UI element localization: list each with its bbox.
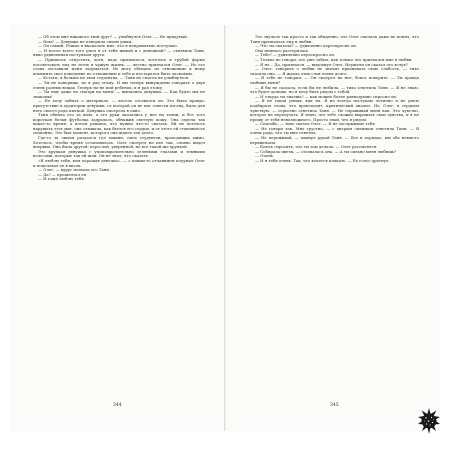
paragraph: — И откуда ты знаешь? — как можно более равнодушно спросил он. (255, 93, 398, 99)
paragraph: — Я бы не сказала, если бы не любила, — тихо ответила Таня. — Я не знаю, что будет дальше, но я хочу быть рядом с тобой. (250, 84, 419, 95)
paragraph: Таня обняла его за шею, а его руки оказались у нее на талии, и без того короткая белая футболка задралась, обнажив светлую кожу. Она сидела так какое-то время, а потом решила, что нужно что-то сказать. Ей не хотелось нарушать этот миг, она слышала, как бьется его сердце, и от этого ей становилось спокойно. Это был момент, которого она ждала так долго. (33, 112, 205, 136)
paragraph: — Только не говори, что уже забыл, как только что признался мне в любви. (255, 56, 413, 62)
paragraph: — И после всего того умел я от тебя живой и с денежной? — съязвила Таня, явно удивленная поступком друга. (33, 47, 205, 58)
paragraph: — Не говори так. Мне грустно, — с хитрым смешком ответила Таня. — Я очень рада, что ты мне ответил. (250, 125, 419, 136)
paragraph: — Об этом мне никакого твой друг? — улыбнулся Олег. — Не придумай. (38, 35, 188, 39)
paragraph: — Не переживай, — махнул рукой Таня. — Все в порядке, мы оба немного нервничаем. (250, 135, 419, 145)
page-number-right: 345 (330, 403, 339, 408)
paragraph: Она немного растерялась. (255, 47, 310, 53)
paragraph: «Я люблю тебя, моя хорошая девочка», — с каким-то отчаянием подумал Олег и поцеловал ее в висок. (33, 158, 205, 168)
paragraph: — Ты еще даже не смотри на меня! — выпалила девушка. — Как будто мы не знакомы! (33, 89, 205, 99)
paragraph: — Я тоже люблю тебя. (38, 176, 85, 182)
right-page (250, 35, 419, 397)
paragraph: — Олег, говорить о любви не значит признавать свою слабость, — тихо сказала она. — Я ждала этих слов очень долго. (250, 66, 419, 76)
star-seal-icon (415, 407, 443, 435)
paragraph: — Я не... Да, признался, — выдохнул Олег. Неужели он сказал это вслух? (255, 61, 408, 67)
paragraph: — Тебе? — удивленно переспросил он. (255, 52, 336, 58)
paragraph: — Боюсь спросить, что ты там делала. — Олег рассмеялся. (255, 144, 378, 150)
left-page (33, 35, 205, 397)
paragraph: — Что ты сказала? — удивленно переспросил он. (255, 43, 357, 49)
paragraph: — Ты не поверишь, но я рад этому. И мы теперь вынуждены говорить о двух очень разных вещах. Теперь ты не мой ребенок, и я рад этому. (33, 79, 205, 90)
paragraph: — Нам? — Девушка не поверила своим ушам. (38, 38, 133, 44)
paragraph: — Да? — прошептал он. (38, 171, 88, 177)
paragraph: Это хрупкая девушка с умопомрачительно зелеными глазами и темными волосами, которые так ей шли. Он не знал, что сказать. (33, 148, 205, 159)
paragraph: — Олег, — вдруг позвала его Таня. (38, 167, 111, 173)
paragraph: — Я не такая умная, как ты. Я не всегда поступаю логично и не умею подбирать слова, что происходит, критический анализ. Но, Олег, я сердцем чувствую, — серьезно ответила Таня. — Не спрашивай меня как. Это чувство, которое не перепутать. Я знаю, что тебе сложно выражать свои чувства, и я не прошу от тебя невозможного. Просто знай, что я рядом. (250, 98, 419, 122)
paragraph: — Спасибо, — тихо сказал Олег. — Я не заслуживаю тебя. (255, 121, 376, 127)
page-fold (224, 25, 226, 431)
page-number-left: 344 (113, 403, 122, 408)
paragraph: — Я тебе не говорил. — Он смотрел на нее, боясь поверить. — Ты правда любишь меня? (250, 75, 419, 85)
paragraph: — И я тебя очень. Так, что хочется плакать. — Ее голос дрогнул. (255, 158, 390, 164)
paragraph: — Собирала цветы, — отозвалась она. — А ты сильно меня любишь? (255, 148, 397, 154)
paragraph: Где-то за окном раздался гул машин, смех студентов, проходящих мимо. Хотелось, чтобы время остановилось. Олег смотрел на нее так, словно видел впервые. Она была другой: взрослой, уверенной, но все такой же хрупкой. (33, 135, 205, 150)
book-spread (10, 25, 440, 431)
paragraph: — Не хочу забыть о материале, — весело отозвался он. Это была правда: присутствие в аудитории девушки, от которой он не мог отвести взгляд, было для него своего рода пыткой. Девушка смотрела в окно. (33, 98, 205, 113)
paragraph: — Пришлось отпустить, хотя, надо признаться, хотелось в грубой форме посоветовать ему не лезть в чужую жизнь, — честно признался Олег. — Но его слова заставили меня задуматься. Не могу обещать по отношению к нему изменить свое поведение по отношению к тебе и постарался быть ласковым. (33, 56, 205, 76)
paragraph: — Очень. (255, 153, 275, 159)
paragraph: — Он самый. Решил я высказать мне, что я неправильно поступаю. (38, 43, 178, 49)
paragraph: Это звучало так просто и так обыденно, что Олег сначала даже не понял, что Таня призналась ему в любви. (250, 35, 419, 44)
paragraph: — Кстати, я больше не твоя студентка. — Таня не смогла не улыбнуться. (38, 75, 190, 81)
